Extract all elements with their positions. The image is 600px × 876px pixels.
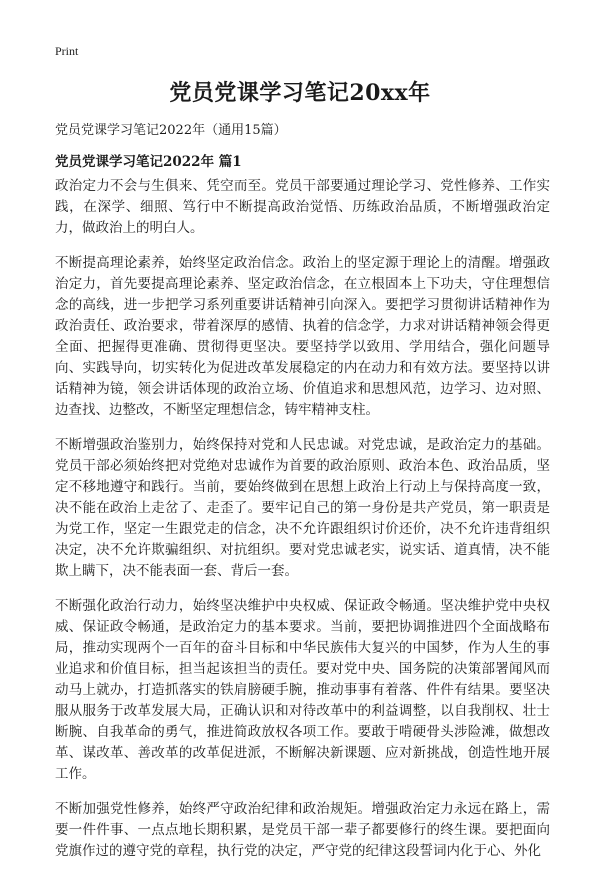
section-heading: 党员党课学习笔记2022年 篇1	[55, 154, 242, 170]
document-title: 党员党课学习笔记20xx年	[169, 80, 431, 106]
document-subtitle: 党员党课学习笔记2022年（通用15篇）	[55, 123, 287, 138]
body-paragraph: 不断强化政治行动力，始终坚决维护中央权威、保证政令畅通。坚决维护党中央权威、保证政令畅通，是政治定力的基本要求。当前，要把协调推进四个全面战略布局，推动实现两个一百年的奋斗目标和中华民族伟大复兴的中国梦，作为人生的事业追求和价值目标，担当起该担当的责任。要对党中央、国务院的决策部署闻风而动马上就办，打造抓落实的铁肩膀硬手腕，推动事事有着落、件件有结果。要坚决服从服务于改革发展大局，正确认识和对待改革中的利益调整，以自我削权、壮士断腕、自我革命的勇气，推进简政放权各项工作。要敢于啃硬骨头涉险滩，做想改革、谋改革、善改革的改革促进派，不断解决新课题、应对新挑战，创造性地开展工作。	[55, 598, 550, 782]
body-paragraph: 不断提高理论素养，始终坚定政治信念。政治上的坚定源于理论上的清醒。增强政治定力，首先要提高理论素养、坚定政治信念，在立根固本上下功夫，守住理想信念的高线，进一步把学习系列重要讲话精神引向深入。要把学习贯彻讲话精神作为政治责任、政治要求，带着深厚的感情、执着的信念学，力求对讲话精神领会得更全面、把握得更准确、贯彻得更坚决。要坚持学以致用、学用结合，强化问题导向、实践导向，切实转化为促进改革发展稳定的内在动力和有效方法。要坚持以讲话精神为镜，领会讲话体现的政治立场、价值追求和思想风范，边学习、边对照、边查找、边整改，不断坚定理想信念，铸牢精神支柱。	[55, 255, 550, 418]
body-paragraph: 不断加强党性修养，始终严守政治纪律和政治规矩。增强政治定力永远在路上，需要一件件事、一点点地长期积累，是党员干部一辈子都要修行的终生课。要把面向党旗作过的遵守党的章程，执行党的决定，严守党的纪律这段誓词内化于心、外化	[55, 801, 550, 859]
print-label: Print	[55, 44, 79, 58]
body-paragraph: 政治定力不会与生俱来、凭空而至。党员干部要通过理论学习、党性修养、工作实践，在深学、细照、笃行中不断提高政治觉悟、历练政治品质，不断增强政治定力，做政治上的明白人。	[55, 178, 550, 236]
document-body	[55, 176, 550, 876]
body-paragraph: 不断增强政治鉴别力，始终保持对党和人民忠诚。对党忠诚，是政治定力的基础。党员干部必须始终把对党绝对忠诚作为首要的政治原则、政治本色、政治品质，坚定不移地遵守和践行。当前，要始终做到在思想上政治上行动上与保持高度一致，决不能在政治上走岔了、走歪了。要牢记自己的第一身份是共产党员，第一职责是为党工作，坚定一生跟党走的信念，决不允许跟组织讨价还价，决不允许违背组织决定，决不允许欺骗组织、对抗组织。要对党忠诚老实，说实话、道真情，决不能欺上瞒下，决不能表面一套、背后一套。	[55, 437, 550, 579]
